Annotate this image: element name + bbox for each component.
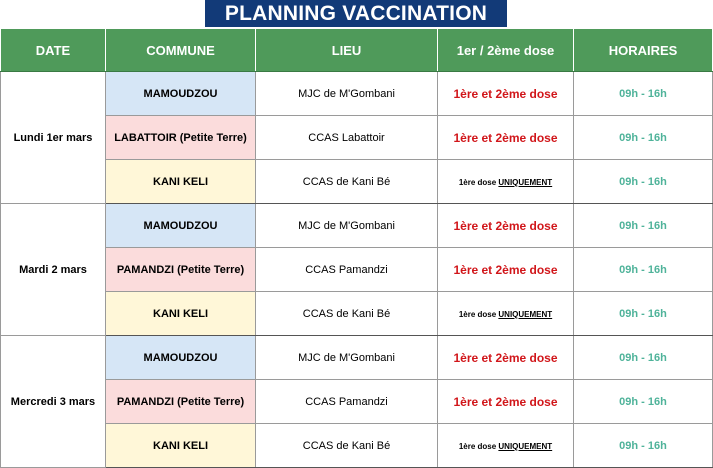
dose-text: 1ère et 2ème dose [453,350,558,365]
dose-first-label: 1ère dose [458,177,499,187]
table-row [1,336,713,380]
dose-text [459,178,552,187]
dose-cell [438,380,574,424]
commune-cell: LABATTOIR (Petite Terre) [106,116,256,160]
dose-text [459,442,552,451]
page-title: PLANNING VACCINATION [205,0,507,27]
dose-text [459,310,552,319]
lieu-cell: MJC de M'Gombani [256,72,438,116]
table-row [1,160,713,204]
hours-cell: 09h - 16h [574,72,713,116]
header-row [1,29,713,72]
date-cell: Mardi 2 mars [1,204,106,336]
dose-text: 1ère et 2ème dose [453,262,558,277]
hours-cell: 09h - 16h [574,336,713,380]
dose-text: 1ère et 2ème dose [453,130,558,145]
commune-cell: MAMOUDZOU [106,204,256,248]
lieu-cell: CCAS de Kani Bé [256,160,438,204]
header-horaires: HORAIRES [574,29,713,72]
commune-cell: MAMOUDZOU [106,72,256,116]
dose-cell [438,72,574,116]
table-row [1,424,713,468]
hours-cell: 09h - 16h [574,160,713,204]
lieu-cell: CCAS de Kani Bé [256,292,438,336]
commune-cell: PAMANDZI (Petite Terre) [106,248,256,292]
table-row [1,116,713,160]
lieu-cell: CCAS Pamandzi [256,380,438,424]
dose-first-label: 1ère dose [458,309,499,319]
hours-cell: 09h - 16h [574,248,713,292]
dose-cell [438,204,574,248]
dose-cell [438,292,574,336]
table-row [1,204,713,248]
dose-text: 1ère et 2ème dose [453,218,558,233]
header-dose: 1er / 2ème dose [438,29,574,72]
dose-text: 1ère et 2ème dose [453,86,558,101]
table-row [1,292,713,336]
hours-cell: 09h - 16h [574,116,713,160]
dose-cell [438,116,574,160]
lieu-cell: CCAS Labattoir [256,116,438,160]
hours-cell: 09h - 16h [574,380,713,424]
date-cell: Lundi 1er mars [1,72,106,204]
dose-cell [438,160,574,204]
dose-only-label: UNIQUEMENT [498,441,553,451]
table-row [1,248,713,292]
dose-only-label: UNIQUEMENT [498,177,553,187]
commune-cell: KANI KELI [106,424,256,468]
commune-cell: PAMANDZI (Petite Terre) [106,380,256,424]
dose-first-label: 1ère dose [458,441,499,451]
lieu-cell: MJC de M'Gombani [256,204,438,248]
dose-text: 1ère et 2ème dose [453,394,558,409]
lieu-cell: CCAS de Kani Bé [256,424,438,468]
hours-cell: 09h - 16h [574,204,713,248]
header-lieu: LIEU [256,29,438,72]
commune-cell: KANI KELI [106,160,256,204]
hours-cell: 09h - 16h [574,292,713,336]
lieu-cell: CCAS Pamandzi [256,248,438,292]
table-row [1,380,713,424]
vaccination-schedule-table [0,28,713,468]
dose-only-label: UNIQUEMENT [498,309,553,319]
dose-cell [438,336,574,380]
dose-cell [438,248,574,292]
header-commune: COMMUNE [106,29,256,72]
commune-cell: MAMOUDZOU [106,336,256,380]
header-date: DATE [1,29,106,72]
table-row [1,72,713,116]
commune-cell: KANI KELI [106,292,256,336]
date-cell: Mercredi 3 mars [1,336,106,468]
lieu-cell: MJC de M'Gombani [256,336,438,380]
hours-cell: 09h - 16h [574,424,713,468]
dose-cell [438,424,574,468]
